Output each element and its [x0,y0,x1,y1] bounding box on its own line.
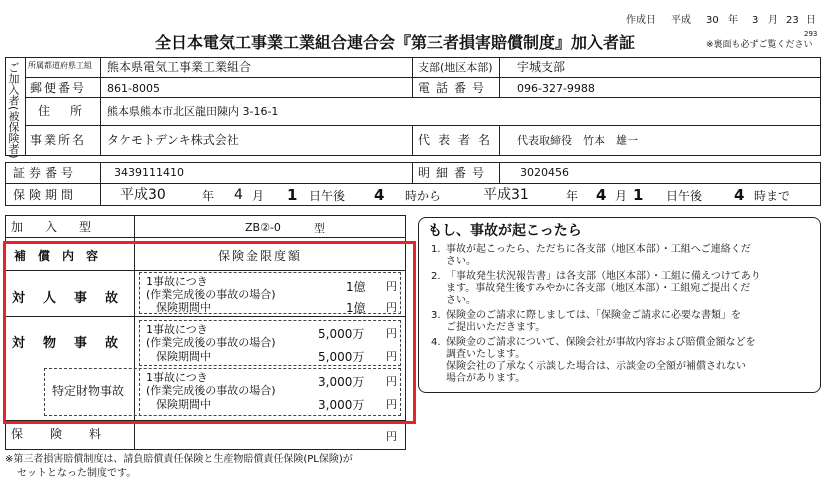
start-day: 1 [287,186,298,204]
row-line1: 1事故につき [146,371,208,384]
date-day: 23 [786,15,799,26]
accident-item-line: 保険金のご請求に際しましては、「保険金ご請求に必要な書類」を [446,310,741,321]
date-day-unit: 日 [806,15,816,26]
branch-value: 宇城支部 [517,60,566,74]
cert-value: 3439111410 [114,166,184,179]
row-line1: 1事故につき [146,275,208,288]
footer-note-1: ※第三者損害賠償制度は、請負賠償責任保険と生産物賠償責任保険(PL保険)が [5,454,353,465]
rep-label: 代表者名 [418,133,499,147]
type-label: 加入型 [11,220,114,234]
accident-item-line: ご提出いただきます。 [446,322,546,333]
accident-item-line: 調査いたします。 [446,349,526,360]
row-category: 対人事故 [12,291,137,306]
premium-label: 保険料 [11,427,129,441]
phone-value: 096-327-9988 [517,82,595,95]
accident-item-num: 2. [431,271,441,282]
row-unit: 円 [386,301,397,314]
date-year-unit: 年 [728,15,738,26]
row-unit: 円 [386,375,397,388]
row-line3: 保険期間中 [156,398,211,411]
end-month: 4 [596,186,607,204]
type-value: ZB②-0 [245,221,281,234]
accident-item-line: 保険金のご請求について、保険会社が事故内容および賠償金額などを [446,337,756,348]
postal-label: 郵便番号 [30,81,87,95]
row-line2: (作業完成後の事故の場合) [146,336,276,349]
row-unit: 円 [386,398,397,411]
accident-item-line: 場合があります。 [446,373,526,384]
date-era: 平成 [671,15,691,26]
premium-unit: 円 [386,430,397,443]
end-month-unit: 月 [615,189,628,203]
start-hour: 4 [374,186,385,204]
type-unit: 型 [314,222,325,235]
row-amount2: 1億 [346,301,366,315]
detail-label: 明細番号 [418,166,491,180]
accident-item-line: さい。 [446,256,476,267]
row-amount2: 3,000万 [318,398,365,412]
office-value: タケモトデンキ株式会社 [107,133,239,147]
form-code: 293 [804,30,818,38]
accident-item-num: 3. [431,310,441,321]
col-limit: 保険金限度額 [218,249,303,263]
row-line3: 保険期間中 [156,301,211,314]
accident-title: もし、事故が起こったら [428,223,582,239]
col-category: 補償内容 [14,249,111,263]
end-hour-unit: 時まで [754,189,791,203]
office-label: 事業所名 [30,133,87,147]
row-line2: (作業完成後の事故の場合) [146,384,276,397]
row-unit: 円 [386,350,397,363]
row-amount2: 5,000万 [318,350,365,364]
subscriber-vertical-label: ご加入者(被保険者) [7,62,20,159]
start-month: 4 [234,187,243,203]
document-title: 全日本電気工事業工業組合連合会『第三者損害賠償制度』加入者証 [155,33,636,52]
date-year: 30 [706,15,719,26]
end-year-unit: 年 [566,189,579,203]
accident-item-line: 保険会社の了承なく示談した場合は、示談金の全額が補償されない [446,361,746,372]
highlight-box [3,241,416,424]
start-month-unit: 月 [252,189,265,203]
row-line3: 保険期間中 [156,350,211,363]
org-value: 熊本県電気工事業工業組合 [107,60,252,74]
org-label: 所属都道府県工組 [28,61,92,70]
end-era: 平成31 [483,187,529,203]
row-category: 特定財物事故 [52,384,125,398]
end-day-unit: 日午後 [666,189,703,203]
row-line1: 1事故につき [146,323,208,336]
row-unit: 円 [386,280,397,293]
row-unit: 円 [386,327,397,340]
start-era: 平成30 [120,187,166,203]
reverse-note: ※裏面も必ずご覧ください [706,40,813,50]
date-label: 作成日 [626,15,656,26]
address-value: 熊本県熊本市北区龍田陳内 3-16-1 [107,105,279,118]
row-amount1: 5,000万 [318,327,365,341]
rep-value: 代表取締役 竹本 雄一 [517,134,638,147]
accident-item-num: 4. [431,337,441,348]
address-label: 住所 [38,104,103,118]
start-day-unit: 日午後 [309,189,346,203]
date-month: 3 [752,15,759,26]
cert-label: 証券番号 [13,166,78,180]
date-month-unit: 月 [768,15,778,26]
row-amount1: 3,000万 [318,375,365,389]
accident-item-line: さい。 [446,295,476,306]
accident-item-line: 事故が起こったら、ただちに各支部（地区本部）・工組へご連絡くだ [446,244,751,255]
period-label: 保険期間 [13,188,78,202]
phone-label: 電話番号 [418,81,491,95]
detail-value: 3020456 [520,166,569,179]
footer-note-2: セットとなった制度です。 [17,468,137,479]
accident-item-num: 1. [431,244,441,255]
accident-item-line: 「事故発生状況報告書」は各支部（地区本部）・工組に備えつけてあり [446,271,761,282]
start-year-unit: 年 [202,189,215,203]
postal-value: 861-8005 [107,82,160,95]
row-category: 対物事故 [12,336,137,351]
row-line2: (作業完成後の事故の場合) [146,288,276,301]
end-hour: 4 [734,186,745,204]
accident-item-line: ます。事故発生後すみやかに各支部（地区本部）・工組宛ご提出くだ [446,283,751,294]
end-day: 1 [633,186,644,204]
start-hour-unit: 時から [405,189,442,203]
row-amount1: 1億 [346,280,366,294]
branch-label: 支部(地区本部) [418,61,493,74]
